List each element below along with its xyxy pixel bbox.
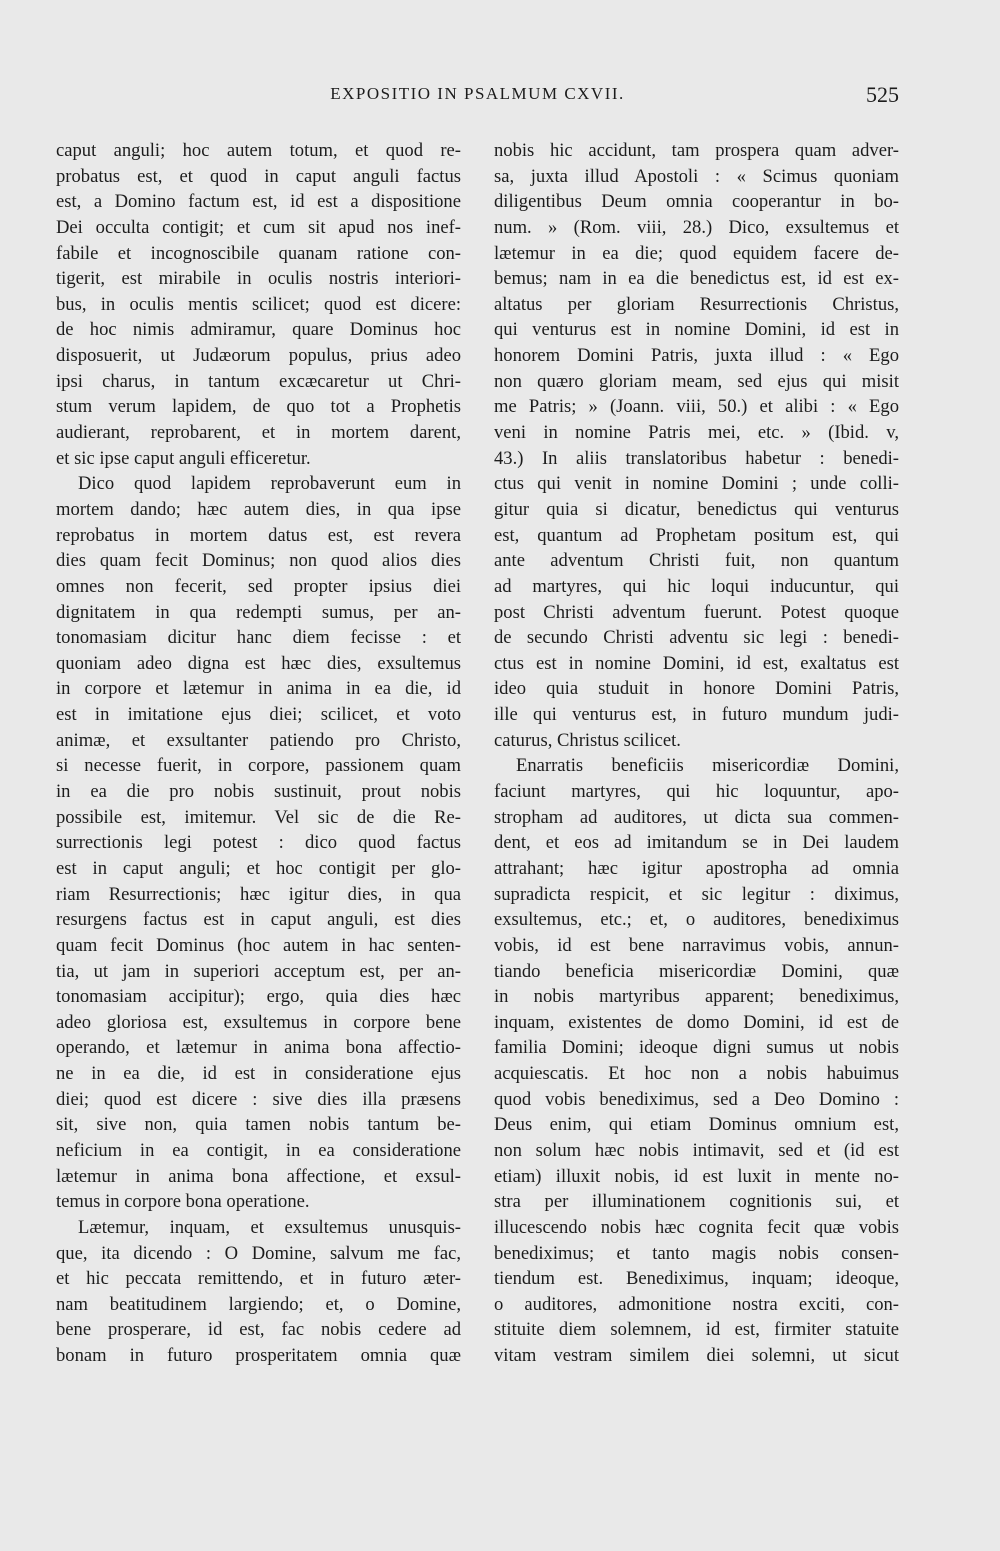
text-line: Enarratis beneficiis misericordiæ Domini, [516,755,899,777]
text-line: si necesse fuerit, in corpore, passionem quam [56,755,461,777]
text-line: ille qui venturus est, in futuro mundum judi- [494,704,899,726]
text-line: bemus; nam in ea die benedictus est, id est ex- [494,268,899,290]
text-line: reprobatus in mortem datus est, est revera [56,524,461,546]
text-line: ad martyres, qui hic loqui inducuntur, qui [494,575,899,597]
text-line: nobis hic accidunt, tam prospera quam adver- [494,140,899,161]
text-line: bene prosperare, id est, fac nobis cedere ad [56,1319,461,1341]
text-line: mortem dando; hæc autem dies, in qua ipse [56,498,461,520]
text-line: probatus est, et quod in caput anguli factus [56,165,461,187]
text-line: tonomasiam accipitur); ergo, quia dies hæc [56,986,461,1008]
right-text-column [494,138,899,1369]
text-line: omnes non fecerit, sed propter ipsius diei [56,575,461,597]
text-line: ctus est in nomine Domini, id est, exaltatus est [494,652,899,674]
text-line: lætemur in ea die; quod equidem facere de- [494,242,899,264]
text-line: familia Domini; ideoque digni sumus ut nobis [494,1037,899,1059]
text-line: Deus enim, qui etiam Dominus omnium est, [494,1114,899,1136]
text-line: tiendum est. Benediximus, inquam; ideoque, [494,1268,899,1290]
text-line: tonomasiam dicitur hanc diem fecisse : et [56,627,461,649]
text-line: tigerit, est mirabile in oculis nostris interiori- [56,268,461,290]
text-line: est in caput anguli; et hoc contigit per glo- [56,857,461,879]
text-line: dies quam fecit Dominus; non quod alios dies [56,550,461,572]
text-line: de hoc nimis admiramur, quare Dominus hoc [56,319,461,341]
text-line: diligentibus Deum omnia cooperantur in bo- [494,191,899,213]
text-line: attrahant; hæc igitur apostropha ad omnia [494,857,899,879]
text-line: caput anguli; hoc autem totum, et quod re- [56,140,461,161]
page-number: 525 [866,82,899,107]
text-line: in ea die pro nobis sustinuit, prout nobis [56,781,461,803]
text-line: non solum hæc nobis intimavit, sed et (id est [494,1139,899,1161]
text-line: operando, et lætemur in anima bona affectio- [56,1037,461,1059]
text-line: temus in corpore bona operatione. [56,1191,310,1213]
text-line: quam fecit Dominus (hoc autem in hac senten- [56,934,461,956]
text-line: nam beatitudinem largiendo; et, o Domine, [56,1293,461,1315]
text-line: 43.) In aliis translatoribus habetur : benedi- [494,447,899,469]
text-line: neficium in ea contigit, in ea consideratione [56,1139,461,1161]
page-header [56,84,899,114]
text-line: Dei occulta contigit; et cum sit apud nos inef- [56,216,461,238]
text-line: et hic peccata remittendo, et in futuro æter- [56,1268,461,1290]
text-line: in nobis martyribus apparent; benediximus, [494,986,899,1008]
text-line: stra per illuminationem cognitionis sui, et [494,1191,899,1213]
text-line: altatus per gloriam Resurrectionis Christus, [494,293,899,315]
text-line: me Patris; » (Joann. viii, 50.) et alibi : « Ego [494,396,899,418]
text-line: dignitatem in qua redempti sumus, per an- [56,601,461,623]
text-line: stum verum lapidem, de quo tot a Prophetis [56,396,461,418]
text-line: gitur quia si dicatur, benedictus qui venturus [494,498,899,520]
text-line: non quæro gloriam meam, sed ejus qui misit [494,370,899,392]
text-line: bus, in oculis mentis scilicet; quod est dicere: [56,293,461,315]
text-line: quod vobis benediximus, sed a Deo Domino : [494,1088,899,1110]
text-line: in corpore et lætemur in anima in ea die, id [56,678,461,700]
text-line: veni in nomine Patris mei, etc. » (Ibid. v, [494,422,899,444]
text-line: tia, ut jam in superiori acceptum est, per an- [56,960,461,982]
text-line: etiam) illuxit nobis, id est luxit in mente no- [494,1165,899,1187]
text-line: surrectionis legi potest : dico quod factus [56,832,461,854]
text-line: num. » (Rom. viii, 28.) Dico, exsultemus et [494,216,899,238]
text-line: ante adventum Christi fuit, non quantum [494,550,899,572]
text-line: honorem Domini Patris, juxta illud : « Ego [494,345,899,367]
text-line: stropham ad auditores, ut dicta sua commen- [494,806,899,828]
text-line: que, ita dicendo : O Domine, salvum me fac, [56,1242,461,1264]
text-line: sa, juxta illud Apostoli : « Scimus quoniam [494,165,899,187]
text-line: possibile est, imitemur. Vel sic de die Re- [56,806,461,828]
text-line: dent, et eos ad imitandum se in Dei laudem [494,832,899,854]
text-line: benediximus; et tanto magis nobis consen- [494,1242,899,1264]
text-line: supradicta respicit, et sic legitur : diximus, [494,883,899,905]
text-line: post Christi adventum fuerunt. Potest quoque [494,601,899,623]
text-line: caturus, Christus scilicet. [494,729,681,751]
running-title: EXPOSITIO IN PSALMUM CXVII. [330,84,625,103]
text-line: adeo gloriosa est, exsultemus in corpore bene [56,1011,461,1033]
text-line: audierant, reprobarent, et in mortem darent, [56,422,461,444]
text-line: o auditores, admonitione nostra exciti, con- [494,1293,899,1315]
text-line: disposuerit, ut Judæorum populus, prius adeo [56,345,461,367]
text-line: Lætemur, inquam, et exsultemus unusquis- [78,1216,461,1238]
text-line: vobis, id est bene narravimus vobis, annun- [494,934,899,956]
text-line: stituite diem solemnem, id est, firmiter statuite [494,1319,899,1341]
text-line: inquam, existentes de domo Domini, id est de [494,1011,899,1033]
text-line: diei; quod est dicere : sive dies illa præsens [56,1088,461,1110]
text-line: resurgens factus est in caput anguli, est dies [56,909,461,931]
text-line: animæ, et exsultanter patiendo pro Christo, [56,729,461,751]
text-line: est in imitatione ejus diei; scilicet, et voto [56,704,461,726]
text-line: vitam vestram similem diei solemni, ut sicut [494,1345,899,1367]
text-line: est, a Domino factum est, id est a dispositione [56,191,461,213]
text-line: illucescendo nobis hæc cognita fecit quæ vobis [494,1216,899,1238]
left-text-column [56,138,461,1369]
text-line: ne in ea die, id est in consideratione ejus [56,1063,461,1085]
text-line: Dico quod lapidem reprobaverunt eum in [78,473,461,495]
text-line: acquiescatis. Et hoc non a nobis habuimus [494,1063,899,1085]
text-line: faciunt martyres, qui hic loquuntur, apo- [494,781,899,803]
text-line: ipsi charus, in tantum excæcaretur ut Chri- [56,370,461,392]
text-line: sit, sive non, quia tamen nobis tantum be- [56,1114,461,1136]
text-line: est, quantum ad Prophetam positum est, qui [494,524,899,546]
text-line: fabile et incognoscibile quanam ratione con- [56,242,461,264]
text-line: riam Resurrectionis; hæc igitur dies, in qua [56,883,461,905]
text-line: bonam in futuro prosperitatem omnia quæ [56,1345,461,1367]
text-line: de secundo Christi adventu sic legi : benedi- [494,627,899,649]
text-line: qui venturus est in nomine Domini, id est in [494,319,899,341]
text-line: ctus qui venit in nomine Domini ; unde colli- [494,473,899,495]
text-line: quoniam adeo digna est hæc dies, exsultemus [56,652,461,674]
text-line: exsultemus, etc.; et, o auditores, benediximus [494,909,899,931]
text-line: lætemur in anima bona affectione, et exsul- [56,1165,461,1187]
text-line: et sic ipse caput anguli efficeretur. [56,447,311,469]
text-line: ideo quia studuit in honore Domini Patris, [494,678,899,700]
text-line: tiando beneficia misericordiæ Domini, quæ [494,960,899,982]
